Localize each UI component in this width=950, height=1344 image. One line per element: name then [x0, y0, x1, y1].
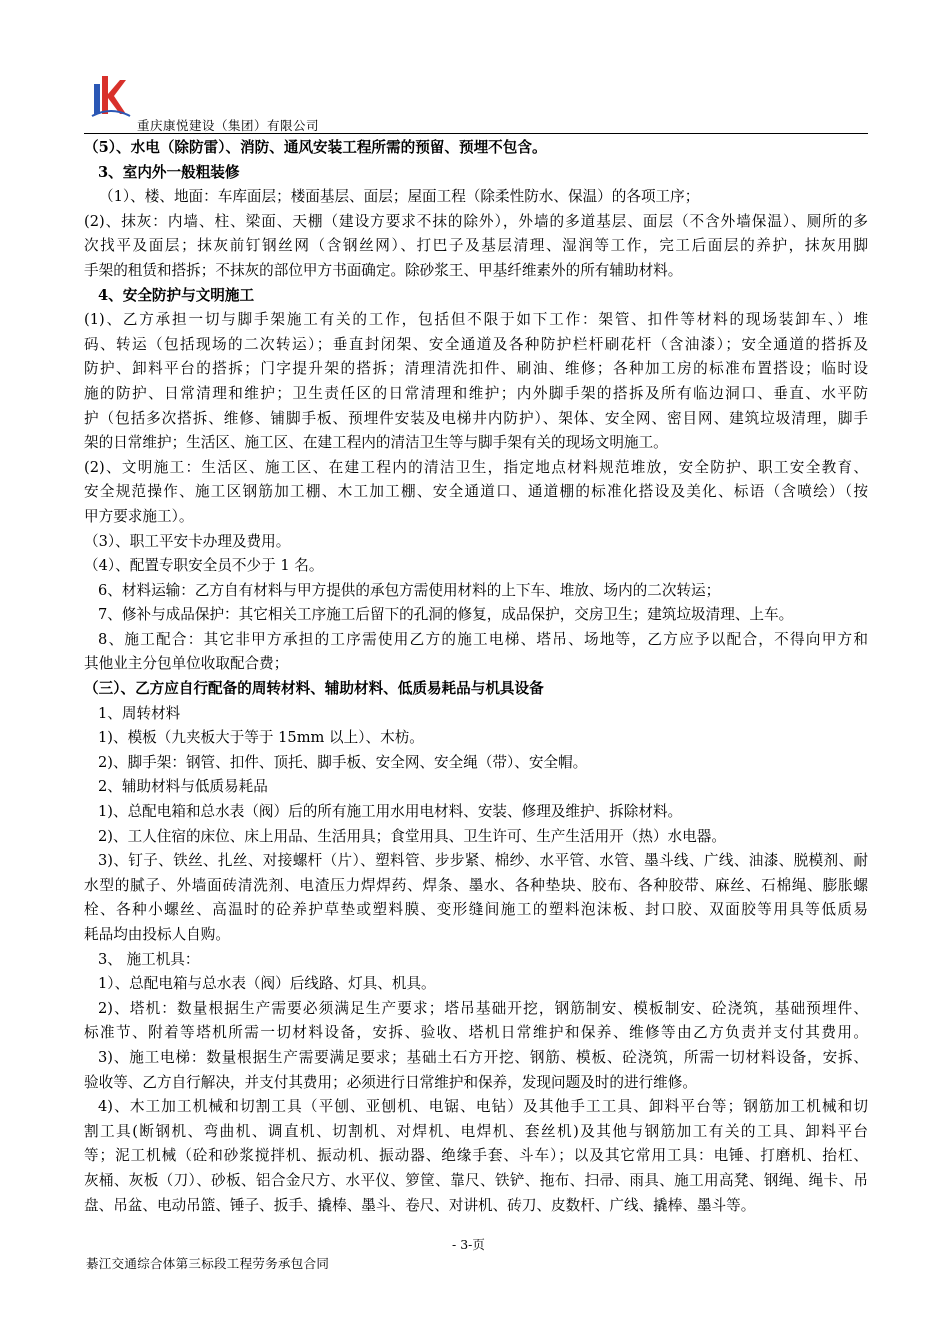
clause-line: (2)、文明施工：生活区、施工区、在建工程内的清洁卫生，指定地点材料规范堆放，安全防护、职工安全教育、: [84, 458, 868, 476]
section-heading: （三）、乙方应自行配备的周转材料、辅助材料、低质易耗品与机具设备: [84, 680, 544, 698]
clause-line: 码、转运（包括现场的二次转运）；垂直封闭架、安全通道及各种防护栏杆刷花杆（含油漆）；安全通道的搭拆及: [84, 335, 868, 353]
clause-line: 其他业主分包单位收取配合费；: [84, 655, 289, 673]
clause-line: 2)、工人住宿的床位、床上用品、生活用具；食堂用具、卫生许可、生产生活用开（热）水电器。: [98, 827, 726, 845]
clause-line: 3)、钉子、铁丝、扎丝、对接螺杆（片）、塑料管、步步紧、棉纱、水平管、水管、墨斗线、广线、油漆、脱模剂、耐: [98, 852, 868, 870]
clause-line: 7、修补与成品保护：其它相关工序施工后留下的孔洞的修复，成品保护，交房卫生；建筑垃圾清理、上车。: [98, 606, 794, 624]
clause-line: 1）、总配电箱与总水表（阀）后线路、灯具、机具。: [98, 975, 436, 993]
company-logo: [90, 72, 132, 120]
clause-line: (2)、抹灰：内墙、柱、梁面、天棚（建设方要求不抹的除外），外墙的多道基层、面层（不含外墙保温）、厕所的多: [84, 212, 868, 230]
clause-line: 8、施工配合：其它非甲方承担的工序需使用乙方的施工电梯、塔吊、场地等，乙方应予以配合，不得向甲方和: [98, 630, 868, 648]
section-heading: 4、安全防护与文明施工: [98, 286, 255, 304]
clause-line: 1)、总配电箱和总水表（阀）后的所有施工用水用电材料、安装、修理及维护、拆除材料。: [98, 803, 683, 821]
clause-line: 耗品均由投标人自购。: [84, 926, 230, 943]
clause-line: 1)、模板（九夹板大于等于 15mm 以上）、木枋。: [98, 729, 424, 747]
page-number: - 3-页: [452, 1237, 485, 1252]
clause-line: 栓、各种小螺丝、高温时的砼养护草垫或塑料膜、变形缝间施工的塑料泡沫板、封口胶、双面胶等用具等低质易: [84, 901, 868, 919]
document-body: [84, 136, 868, 1218]
clause-line: 次找平及面层；抹灰前钉钢丝网（含钢丝网）、打巴子及基层清理、湿润等工作，完工后面层的养护，抹灰用脚: [84, 237, 868, 255]
clause-line: 3)、施工电梯：数量根据生产需要满足要求；基础土石方开挖、钢筋、模板、砼浇筑，所需一切材料设备，安拆、: [98, 1048, 868, 1066]
clause-line: 架的日常维护；生活区、施工区、在建工程内的清洁卫生等与脚手架有关的现场文明施工。: [84, 434, 668, 452]
clause-line: 4)、木工加工机械和切割工具（平刨、亚刨机、电锯、电钻）及其他手工工具、卸料平台等；钢筋加工机械和切: [98, 1098, 868, 1116]
clause-line: 水型的腻子、外墙面砖清洗剂、电渣压力焊焊药、焊条、墨水、各种垫块、胶布、各种胶带、麻丝、石棉绳、膨胀螺: [84, 876, 868, 894]
clause-line: （4）、配置专职安全员不少于 1 名。: [84, 557, 324, 575]
subsection-heading: 1、周转材料: [98, 704, 181, 722]
clause-line: 2)、脚手架：钢管、扣件、顶托、脚手板、安全网、安全绳（带）、安全帽。: [98, 753, 588, 771]
clause-line: 施的防护、日常清理和维护；卫生责任区的日常清理和维护；内外脚手架的搭拆及所有临边洞口、垂直、水平防: [84, 384, 868, 402]
clause-line: 6、材料运输：乙方自有材料与甲方提供的承包方需使用材料的上下车、堆放、场内的二次转运；: [98, 581, 721, 599]
clause-line: （1）、楼、地面：车库面层；楼面基层、面层；屋面工程（除柔性防水、保温）的各项工序；: [99, 188, 700, 206]
clause-line: 验收等、乙方自行解决，并支付其费用；必须进行日常维护和保养，发现问题及时的进行维修。: [84, 1073, 697, 1091]
header-divider: [84, 133, 868, 134]
subsection-heading: 2、辅助材料与低质易耗品: [98, 778, 268, 796]
clause-line: 等；泥工机械（砼和砂浆搅拌机、振动机、振动器、绝缘手套、斗车）；以及其它常用工具：电锤、打磨机、抬杠、: [84, 1147, 868, 1165]
company-name: 重庆康悦建设（集团）有限公司: [137, 118, 320, 133]
clause-line: （5）、水电（除防雷）、消防、通风安装工程所需的预留、预埋不包含。: [84, 139, 547, 156]
clause-line: 灰桶、灰板（刀）、砂板、铝合金尺方、水平仪、箩筐、靠尺、铁铲、拖布、扫帚、雨具、施工用高凳、钢绳、绳卡、吊: [84, 1171, 868, 1189]
clause-line: （3）、职工平安卡办理及费用。: [84, 532, 291, 550]
footer-title: 綦江交通综合体第三标段工程劳务承包合同: [86, 1256, 330, 1271]
clause-line: 护（包括多次搭拆、维修、铺脚手板、预埋件安装及电梯井内防护）、架体、安全网、密目网、建筑垃圾清理，脚手: [84, 409, 868, 427]
clause-line: 安全规范操作、施工区钢筋加工棚、木工加工棚、安全通道口、通道棚的标准化搭设及美化、标语（含喷绘）（按: [84, 483, 868, 501]
clause-line: 盘、吊盆、电动吊篮、锤子、扳手、撬棒、墨斗、卷尺、对讲机、砖刀、皮数杆、广线、撬棒、墨斗等。: [84, 1196, 756, 1214]
clause-line: (1)、乙方承担一切与脚手架施工有关的工作，包括但不限于如下工作：架管、扣件等材料的现场装卸车、）堆: [84, 311, 868, 329]
clause-line: 甲方要求施工）。: [84, 507, 194, 525]
clause-line: 2)、塔机：数量根据生产需要必须满足生产要求；塔吊基础开挖，钢筋制安、模板制安、砼浇筑，基础预埋件、: [98, 999, 868, 1017]
clause-line: 割工具(断钢机、弯曲机、调直机、切割机、对焊机、电焊机、套丝机)及其他与钢筋加工有关的工具、卸料平台: [84, 1122, 868, 1140]
section-heading: 3、室内外一般粗装修: [98, 163, 240, 181]
subsection-heading: 3、 施工机具：: [98, 950, 200, 968]
clause-line: 手架的租赁和搭拆；不抹灰的部位甲方书面确定。除砂浆王、甲基纤维素外的所有辅助材料。: [84, 261, 683, 279]
clause-line: 防护、卸料平台的搭拆；门字提升架的搭拆；清理清洗扣件、刷油、维修；各种加工房的标准布置搭设；临时设: [84, 360, 868, 378]
clause-line: 标准节、附着等塔机所需一切材料设备，安拆、验收、塔机日常维护和保养、维修等由乙方负责并支付其费用。: [84, 1024, 868, 1042]
